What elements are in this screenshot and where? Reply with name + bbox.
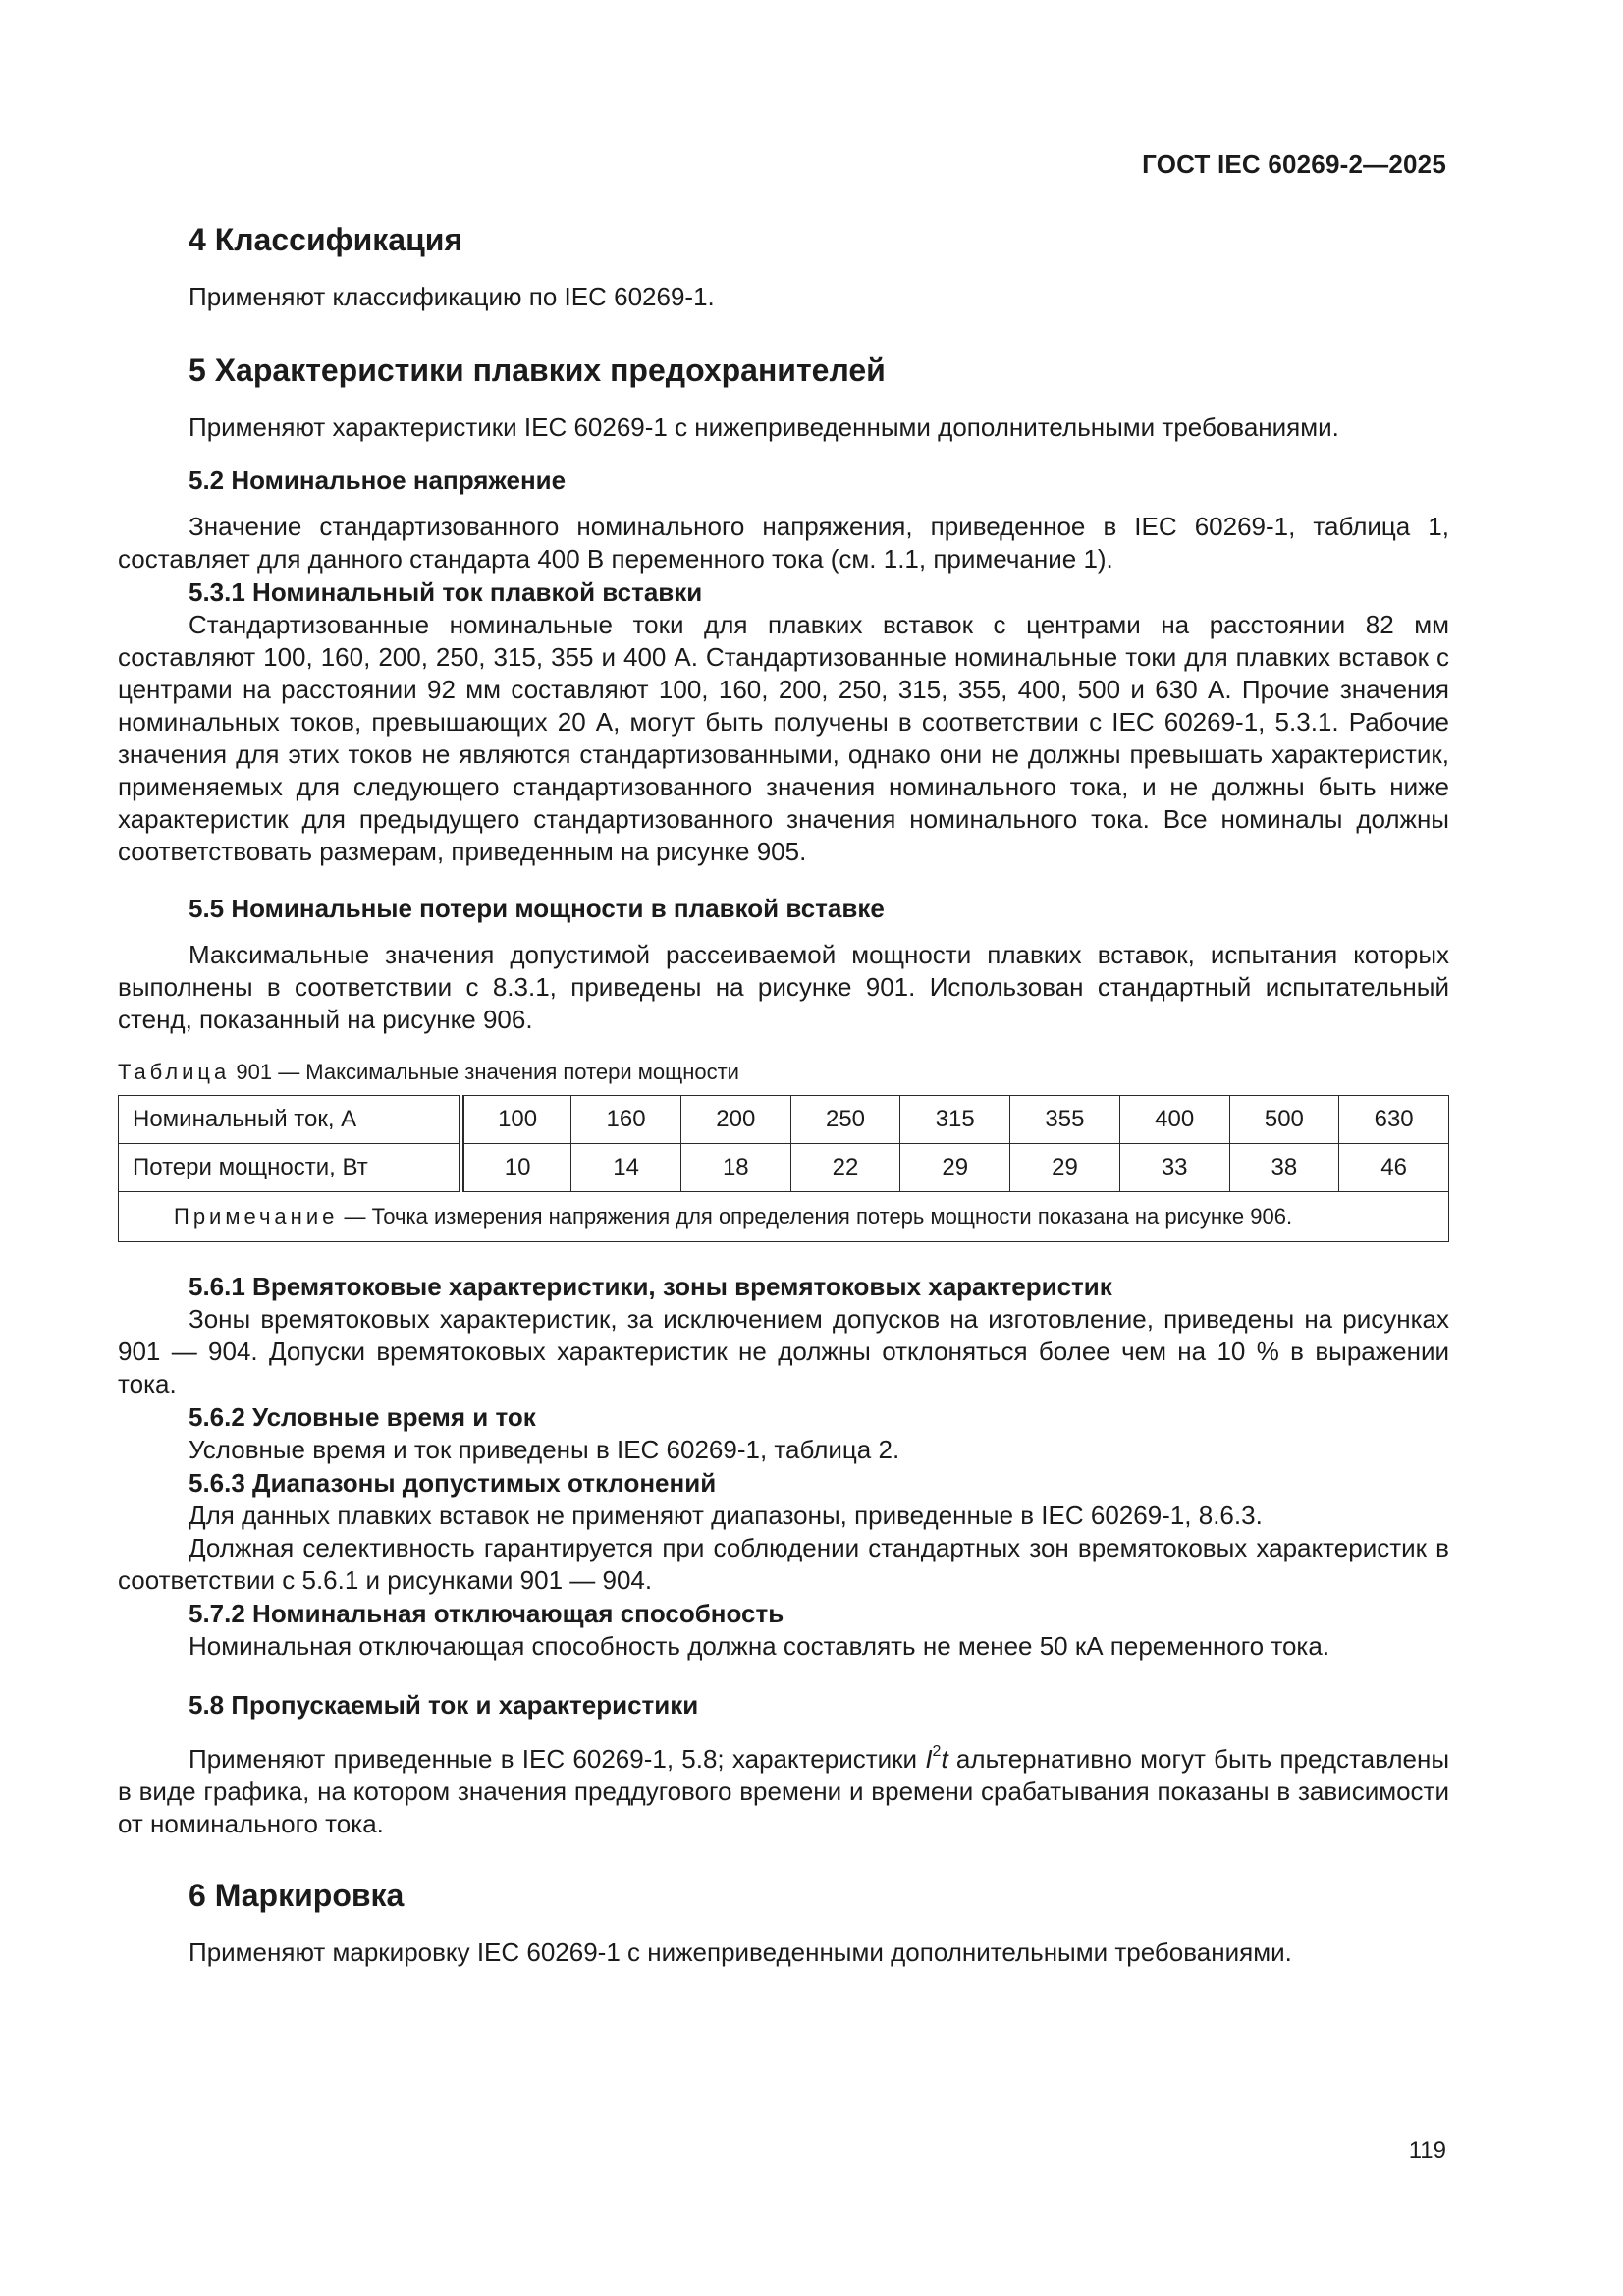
table-cell: 250 (790, 1096, 900, 1144)
table-cell: 29 (1010, 1144, 1120, 1192)
formula-superscript: 2 (932, 1743, 942, 1760)
table-row-header: Номинальный ток, А (119, 1096, 462, 1144)
section-5-6-1-heading: 5.6.1 Времятоковые характеристики, зоны времятоковых характеристик (189, 1272, 1112, 1301)
table-cell: 315 (900, 1096, 1010, 1144)
table-cell: 200 (680, 1096, 790, 1144)
table-cell: 100 (461, 1096, 571, 1144)
section-5-3-1-text: Стандартизованные номинальные токи для плавких вставок с центрами на расстоянии 82 мм составляют 100, 160, 200, 250, 315, 355 и 400 А. Стандартизованные номинальные токи для плавких вставок с центрами на расстоянии 92 мм составляют 100, 160, 200, 250, 315, 355, 400, 500 и 630 А. Прочие значения номинальных токов, превышающих 20 А, могут быть получены в соответствии с IEC 60269-1, 5.3.1. Рабочие значения для этих токов не являются стандартизованными, однако они не должны превышать характеристик, применяемых для следующего стандартизованного значения номинального тока, и не должны быть ниже характеристик для предыдущего стандартизованного значения номинального тока. Все номиналы должны соответствовать размерам, приведенным на рисунке 905. (118, 610, 1449, 866)
section-5-7-2-heading: 5.7.2 Номинальная отключающая способность (189, 1599, 784, 1628)
table-caption-text: 901 — Максимальные значения потери мощности (230, 1060, 739, 1084)
table-cell: 355 (1010, 1096, 1120, 1144)
table-cell: 10 (461, 1144, 571, 1192)
table-cell: 22 (790, 1144, 900, 1192)
section-5-8-text (118, 1735, 1449, 1840)
section-6-text: Применяют маркировку IEC 60269-1 с нижеприведенными дополнительными требованиями. (189, 1938, 1292, 1967)
section-5-6-1-text: Зоны времятоковых характеристик, за исключением допусков на изготовление, приведены на рисунках 901 — 904. Допуски времятоковых характеристик не должны отклоняться более чем на 10 % в выражении тока. (118, 1304, 1449, 1398)
section-5-2-heading: 5.2 Номинальное напряжение (189, 465, 567, 495)
table-cell: 500 (1229, 1096, 1339, 1144)
section-5-5-text: Максимальные значения допустимой рассеиваемой мощности плавких вставок, испытания которых выполнены в соответствии с 8.3.1, приведены на рисунке 901. Использован стандартный испытательный стенд, показанный на рисунке 906. (118, 940, 1449, 1034)
section-5-6-3-text-1: Для данных плавких вставок не применяют диапазоны, приведенные в IEC 60269-1, 8.6.3. (189, 1501, 1263, 1530)
table-cell: 400 (1119, 1096, 1229, 1144)
table-row (119, 1144, 1449, 1192)
table-note-word: Примечание (174, 1204, 339, 1229)
table-cell: 29 (900, 1144, 1010, 1192)
table-cell: 33 (1119, 1144, 1229, 1192)
section-5-3-1-heading: 5.3.1 Номинальный ток плавкой вставки (189, 577, 703, 607)
table-row (119, 1096, 1449, 1144)
page-number: 119 (1408, 2137, 1446, 2163)
section-4-text: Применяют классификацию по IEC 60269-1. (189, 282, 715, 311)
section-5-7-2-text: Номинальная отключающая способность должна составлять не менее 50 кА переменного тока. (189, 1631, 1330, 1661)
table-note-text: — Точка измерения напряжения для определения потерь мощности показана на рисунке 906. (338, 1204, 1293, 1229)
section-5-heading: 5 Характеристики плавких предохранителей (189, 353, 886, 388)
section-5-8-text-end: альтернативно могут быть представлены в виде графика, на котором значения преддугового времени и времени срабатывания показаны в зависимости от номинального тока. (118, 1744, 1450, 1838)
table-cell: 46 (1339, 1144, 1449, 1192)
table-cell: 160 (571, 1096, 681, 1144)
table-note (119, 1192, 1449, 1242)
section-5-2-text: Значение стандартизованного номинального напряжения, приведенное в IEC 60269-1, таблица 1, составляет для данного стандарта 400 В переменного тока (см. 1.1, примечание 1). (118, 512, 1449, 574)
table-cell: 38 (1229, 1144, 1339, 1192)
formula-i: I (925, 1744, 933, 1774)
table-note-row (119, 1192, 1449, 1242)
section-6-heading: 6 Маркировка (189, 1878, 405, 1913)
section-5-5-heading: 5.5 Номинальные потери мощности в плавкой вставке (189, 894, 885, 923)
section-5-6-2-heading: 5.6.2 Условные время и ток (189, 1402, 536, 1432)
formula-t: t (941, 1744, 948, 1774)
section-5-6-2-text: Условные время и ток приведены в IEC 60269-1, таблица 2. (189, 1435, 900, 1464)
section-5-6-3-text-2: Должная селективность гарантируется при соблюдении стандартных зон времятоковых характеристик в соответствии с 5.6.1 и рисунками 901 — 904. (118, 1533, 1449, 1595)
section-5-8-text-start: Применяют приведенные в IEC 60269-1, 5.8; характеристики (189, 1744, 926, 1774)
table-row-header: Потери мощности, Вт (119, 1144, 462, 1192)
table-cell: 18 (680, 1144, 790, 1192)
table-caption (118, 1058, 1449, 1087)
power-loss-table (118, 1095, 1449, 1242)
table-cell: 630 (1339, 1096, 1449, 1144)
section-5-intro: Применяют характеристики IEC 60269-1 с нижеприведенными дополнительными требованиями. (189, 412, 1339, 442)
document-header-id: ГОСТ IEC 60269-2—2025 (1142, 149, 1446, 179)
page-content (118, 218, 1449, 1969)
section-5-6-3-heading: 5.6.3 Диапазоны допустимых отклонений (189, 1468, 717, 1498)
section-4-heading: 4 Классификация (189, 222, 463, 257)
table-cell: 14 (571, 1144, 681, 1192)
section-5-8-heading: 5.8 Пропускаемый ток и характеристики (189, 1690, 699, 1720)
table-caption-word: Таблица (118, 1060, 231, 1084)
